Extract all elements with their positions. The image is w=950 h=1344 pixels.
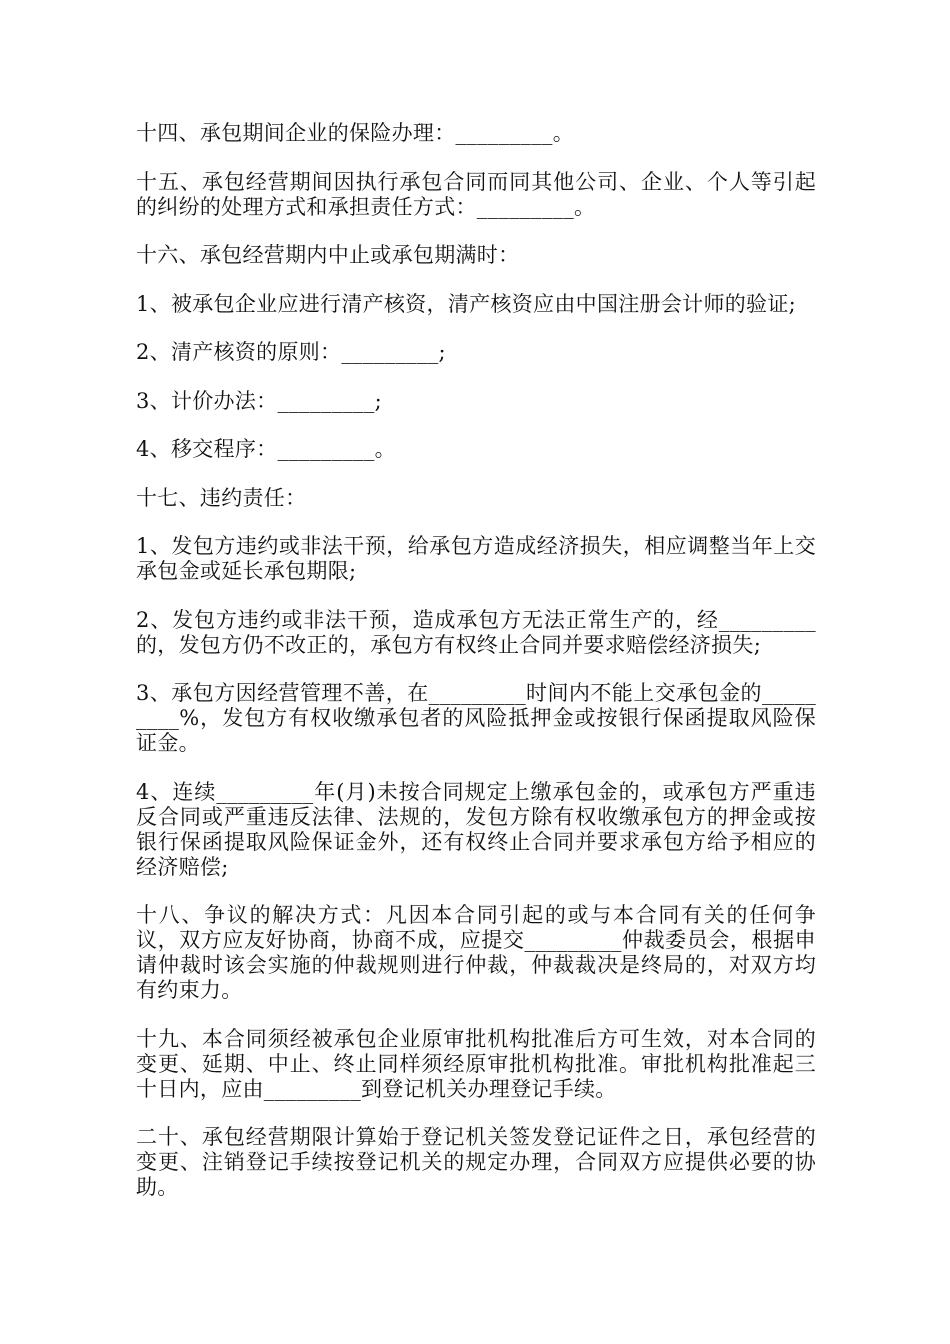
clause-15-disputes-third-party: 十五、承包经营期间因执行承包合同而同其他公司、企业、个人等引起的纠纷的处理方式和承担责任方式：_________。 xyxy=(136,169,816,219)
clause-17-liability: 十七、违约责任： xyxy=(136,485,307,510)
clause-17-item-4: 4、连续_________年(月)未按合同规定上缴承包金的，或承包方严重违反合同或严重违反法律、法规的，发包方除有权收缴承包方的押金或按银行保函提取风险保证金外，还有权终止合同并要求承包方给予相应的经济赔偿; xyxy=(136,779,816,879)
document-page xyxy=(136,121,816,1224)
clause-19-approval: 十九、本合同须经被承包企业原审批机构批准后方可生效，对本合同的变更、延期、中止、终止同样须经原审批机构批准。审批机构批准起三十日内，应由_________到登记机关办理登记手续。 xyxy=(136,1026,816,1101)
clause-16-item-2: 2、清产核资的原则：_________; xyxy=(136,340,446,364)
clause-16-item-1: 1、被承包企业应进行清产核资，清产核资应由中国注册会计师的验证; xyxy=(136,291,797,316)
clause-18-arbitration: 十八、争议的解决方式：凡因本合同引起的或与本合同有关的任何争议，双方应友好协商，协商不成，应提交_________仲裁委员会，根据申请仲裁时该会实施的仲裁规则进行仲裁，仲裁裁决是终局的，对双方均有约束力。 xyxy=(136,903,816,1002)
clause-17-item-3: 3、承包方因经营管理不善，在_________时间内不能上交承包金的_________%，发包方有权收缴承包者的风险抵押金或按银行保函提取风险保证金。 xyxy=(136,681,816,755)
clause-14-insurance: 十四、承包期间企业的保险办理：_________。 xyxy=(136,121,574,145)
clause-16-item-3: 3、计价办法：_________; xyxy=(136,388,383,413)
clause-16-item-4: 4、移交程序：_________。 xyxy=(136,437,396,461)
clause-17-item-2: 2、发包方违约或非法干预，造成承包方无法正常生产的，经_________的，发包方仍不改正的，承包方有权终止合同并要求赔偿经济损失; xyxy=(136,607,816,657)
clause-20-term-start: 二十、承包经营期限计算始于登记机关签发登记证件之日，承包经营的变更、注销登记手续按登记机关的规定办理，合同双方应提供必要的协助。 xyxy=(136,1125,816,1199)
clause-16-termination: 十六、承包经营期内中止或承包期满时： xyxy=(136,243,520,267)
clause-17-item-1: 1、发包方违约或非法干预，给承包方造成经济损失，相应调整当年上交承包金或延长承包期限; xyxy=(136,534,816,583)
